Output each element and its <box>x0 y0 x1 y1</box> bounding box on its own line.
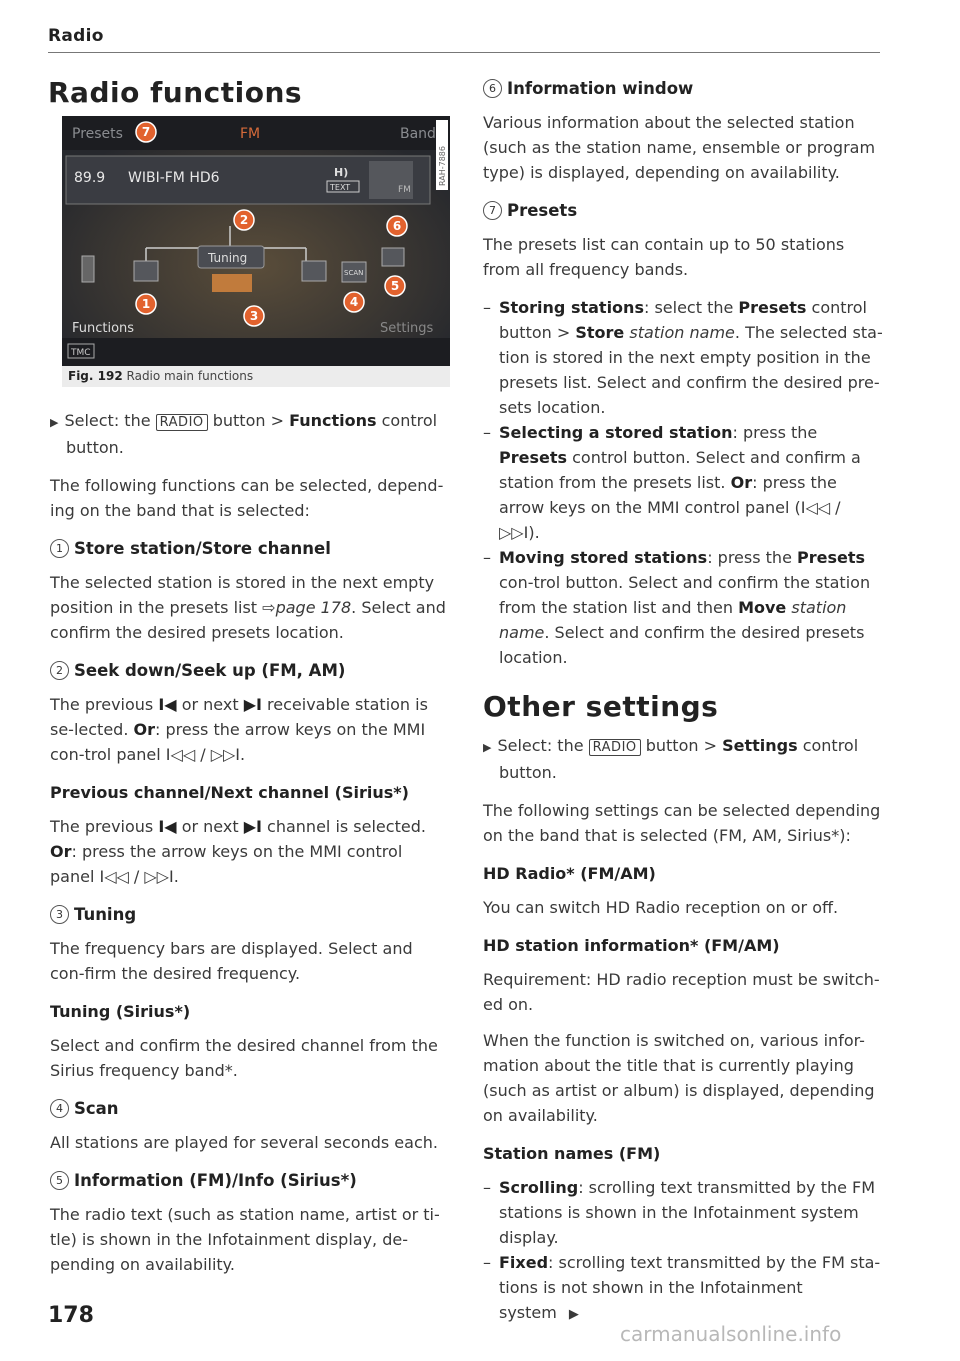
store-station-heading: 1 Store station/Store channel <box>50 536 450 561</box>
radio-screen-figure <box>62 116 450 366</box>
settings-intro: The following settings can be selected depending on the band that is selected (FM, AM, Sirius*): <box>483 801 881 845</box>
svg-text:H): H) <box>334 166 349 179</box>
fig-settings: Settings <box>380 321 434 336</box>
store-station-text: The selected station is stored in the next empty position in the presets list ⇨page 178. Select and confirm the desired presets location. <box>50 573 446 642</box>
hd-radio-text: You can switch HD Radio reception on or off. <box>483 898 839 917</box>
fig-text-badge: TEXT <box>330 183 351 192</box>
step-select-functions: ▶ Select: the RADIO button > Functions control button. <box>50 411 438 457</box>
step-select-settings: ▶ Select: the RADIO button > Settings control button. <box>483 736 859 782</box>
functions-intro: The following functions can be selected, depend-ing on the band that is selected: <box>50 476 444 520</box>
fig-presets-label: Presets <box>72 126 123 142</box>
page-number: 178 <box>48 1303 94 1328</box>
fig-functions: Functions <box>72 321 135 336</box>
fig-callout-5: 5 <box>390 279 400 293</box>
fig-side-code: RAH-7886 <box>438 146 447 186</box>
prev-next-channel-text: The previous I◀ or next ▶I channel is selected. Or: press the arrow keys on the MMI control panel I◁◁ / ▷▷I. <box>50 817 426 886</box>
radio-screen-svg <box>62 116 450 366</box>
list-item: – Fixed: scrolling text transmitted by the FM sta-tions is not shown in the Infotainment system ▶ <box>483 1250 883 1327</box>
radio-button-label: RADIO <box>156 414 208 431</box>
step-arrow-icon: ▶ <box>50 416 59 429</box>
header-rule <box>48 52 880 53</box>
presets-text: The presets list can contain up to 50 stations from all frequency bands. <box>483 235 845 279</box>
scan-text: All stations are played for several seconds each. <box>50 1133 438 1152</box>
hd-station-info-heading: HD station information* (FM/AM) <box>483 936 780 955</box>
list-item: – Moving stored stations: press the Presets con-trol button. Select and confirm the station from the station list and then Move station name. Select and confirm the desired presets location. <box>483 545 883 670</box>
information-heading: 5 Information (FM)/Info (Sirius*) <box>50 1168 450 1193</box>
information-window-heading: 6 Information window <box>483 76 883 101</box>
page-ref-link[interactable]: page 178 <box>275 598 352 617</box>
figure-caption <box>62 366 450 387</box>
fig-fm-small: FM <box>398 185 411 195</box>
fig-frequency: 89.9 <box>74 170 106 186</box>
step-arrow-icon: ▶ <box>483 741 492 754</box>
prev-next-channel-heading: Previous channel/Next channel (Sirius*) <box>50 783 409 802</box>
callout-1-icon: 1 <box>50 539 69 558</box>
fig-callout-3: 3 <box>249 309 259 323</box>
hd-radio-heading: HD Radio* (FM/AM) <box>483 864 656 883</box>
fig-scan: SCAN <box>344 269 364 277</box>
station-names-heading: Station names (FM) <box>483 1144 661 1163</box>
fig-callout-4: 4 <box>349 295 359 309</box>
callout-3-icon: 3 <box>50 905 69 924</box>
scan-heading: 4 Scan <box>50 1096 450 1121</box>
fig-callout-7: 7 <box>141 125 151 139</box>
seek-text: The previous I◀ or next ▶I receivable station is se-lected. Or: press the arrow keys on the MMI con-trol panel I◁◁ / ▷▷I. <box>50 695 428 764</box>
seek-heading: 2 Seek down/Seek up (FM, AM) <box>50 658 450 683</box>
fig-tuning: Tuning <box>208 251 248 265</box>
right-column-text <box>483 76 883 1327</box>
fig-tmc: TMC <box>71 348 91 358</box>
tuning-sirius-text: Select and confirm the desired channel from the Sirius frequency band*. <box>50 1036 438 1080</box>
tuning-heading: 3 Tuning <box>50 902 450 927</box>
presets-list <box>483 295 883 670</box>
figure-label: Fig. 192 <box>68 369 123 383</box>
callout-2-icon: 2 <box>50 661 69 680</box>
hd-station-info-requirement: Requirement: HD radio reception must be switch-ed on. <box>483 970 880 1014</box>
callout-4-icon: 4 <box>50 1099 69 1118</box>
tuning-text: The frequency bars are displayed. Select and con-firm the desired frequency. <box>50 939 413 983</box>
hd-station-info-text: When the function is switched on, various infor-mation about the title that is currently playing (such as artist or album) is displayed, depending on availability. <box>483 1031 875 1125</box>
fig-callout-2: 2 <box>239 213 249 227</box>
callout-5-icon: 5 <box>50 1171 69 1190</box>
fig-callout-1: 1 <box>141 297 151 311</box>
list-item: – Storing stations: select the Presets control button > Store station name. The selected sta-tion is stored in the next empty position in the presets list. Select and confirm the desired pre-sets location. <box>483 295 883 420</box>
radio-button-label: RADIO <box>589 739 641 756</box>
watermark: carmanualsonline.info <box>620 1322 842 1346</box>
tuning-sirius-heading: Tuning (Sirius*) <box>50 1002 191 1021</box>
information-text: The radio text (such as station name, artist or ti-tle) is shown in the Infotainment display, de-pending on availability. <box>50 1205 440 1274</box>
figure-caption-text: Radio main functions <box>126 369 254 383</box>
list-item: – Scrolling: scrolling text transmitted by the FM stations is shown in the Infotainment system display. <box>483 1175 883 1250</box>
callout-6-icon: 6 <box>483 79 502 98</box>
list-item: – Selecting a stored station: press the Presets control button. Select and confirm a station from the presets list. Or: press the arrow keys on the MMI control panel (I◁◁ / ▷▷I). <box>483 420 883 545</box>
page-title: Radio functions <box>48 76 303 109</box>
information-window-text: Various information about the selected station (such as the station name, ensemble or program type) is displayed, depending on availability. <box>483 113 876 182</box>
callout-7-icon: 7 <box>483 201 502 220</box>
presets-heading: 7 Presets <box>483 198 883 223</box>
continue-arrow-icon: ▶ <box>568 1307 579 1322</box>
fig-band-tab: FM <box>240 126 261 142</box>
left-column-text <box>50 408 450 1277</box>
other-settings-title: Other settings <box>483 690 719 723</box>
fig-band-button: Band <box>400 126 436 142</box>
fig-station-name: WIBI-FM HD6 <box>128 170 220 186</box>
fig-callout-6: 6 <box>392 219 402 233</box>
section-header: Radio <box>48 26 104 46</box>
station-names-list <box>483 1175 883 1327</box>
